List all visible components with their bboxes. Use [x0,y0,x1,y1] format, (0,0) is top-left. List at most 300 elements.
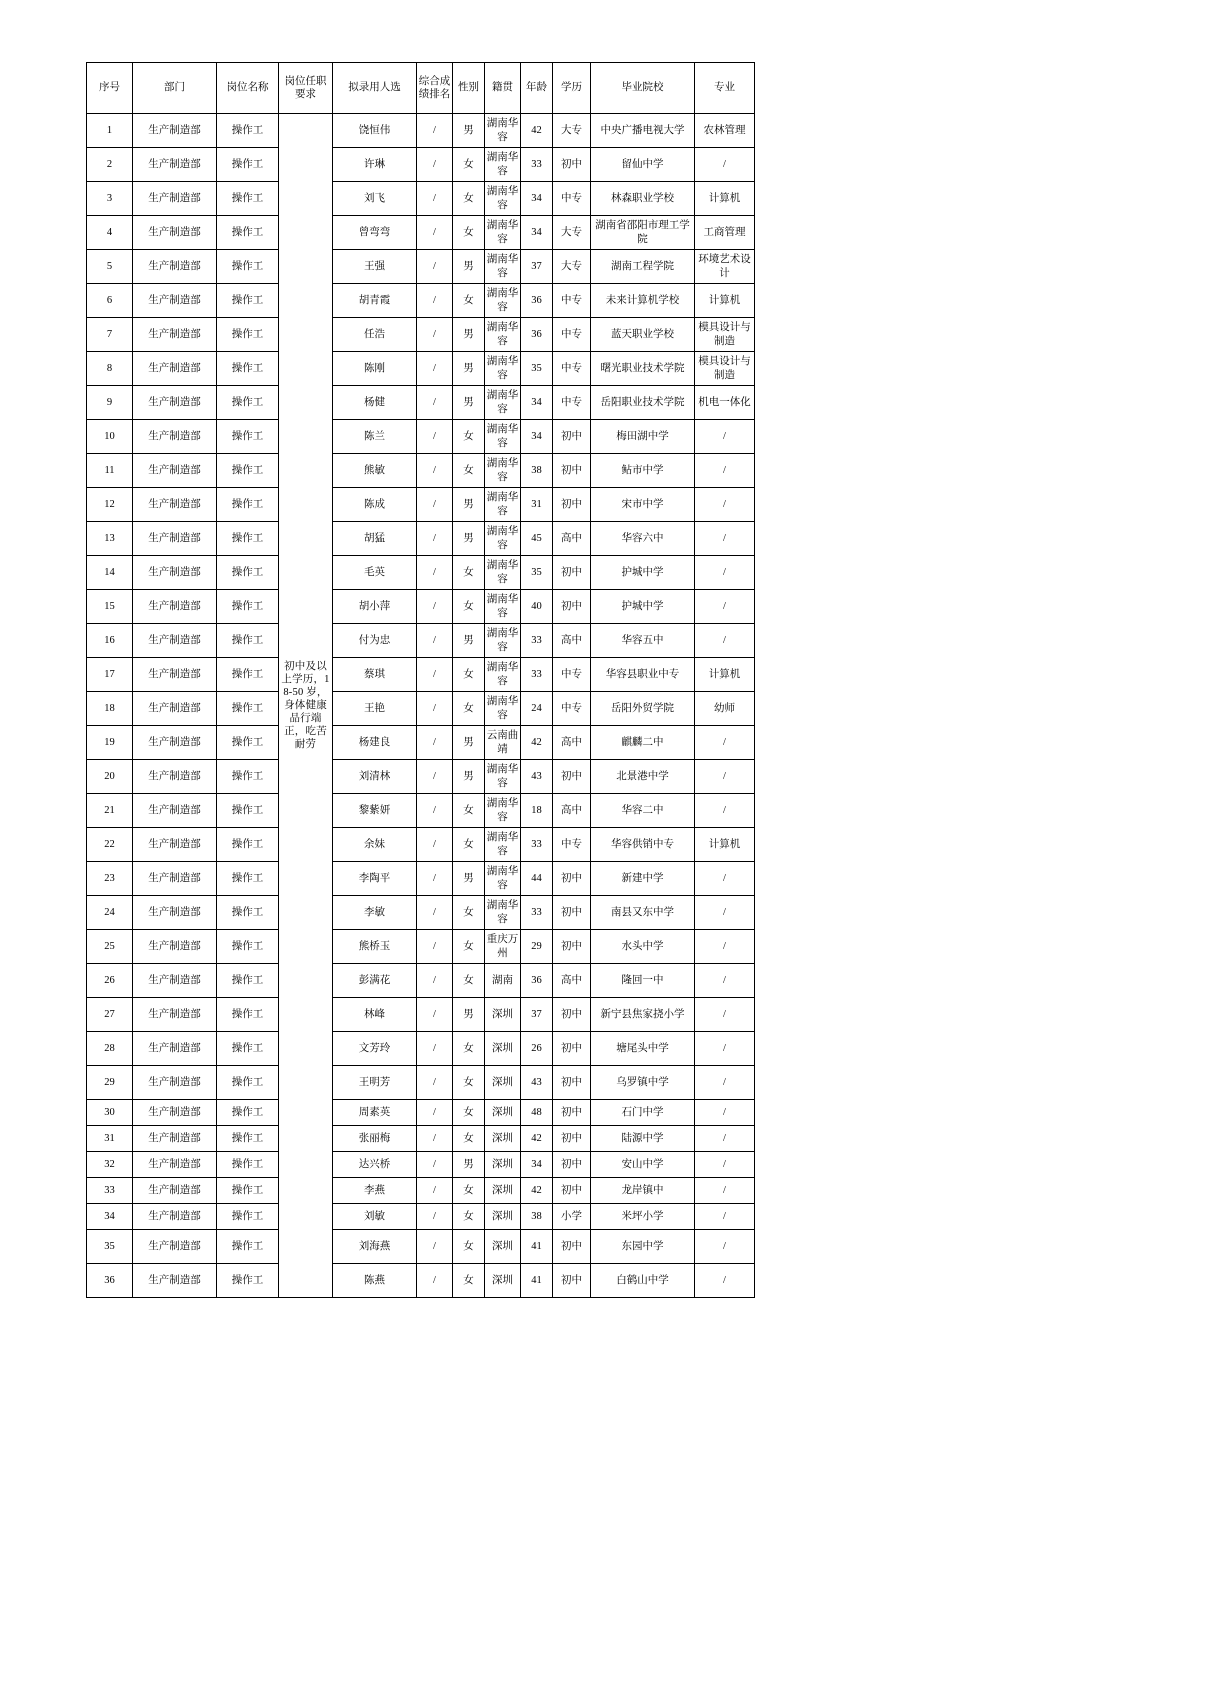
row-school: 安山中学 [591,1152,695,1178]
row-school: 护城中学 [591,556,695,590]
table-row [87,726,755,760]
row-origin: 湖南华容 [485,658,521,692]
row-candidate-name: 余妹 [333,828,417,862]
row-gender: 女 [453,284,485,318]
row-index: 3 [87,182,133,216]
row-index: 31 [87,1126,133,1152]
row-origin: 湖南华容 [485,488,521,522]
row-age: 18 [521,794,553,828]
row-index: 28 [87,1032,133,1066]
row-index: 24 [87,896,133,930]
row-post-name: 操作工 [217,182,279,216]
row-index: 11 [87,454,133,488]
row-major: 幼师 [695,692,755,726]
row-age: 48 [521,1100,553,1126]
row-score-rank: / [417,862,453,896]
row-score-rank: / [417,488,453,522]
table-row [87,420,755,454]
row-gender: 女 [453,1100,485,1126]
row-post-name: 操作工 [217,862,279,896]
row-post-name: 操作工 [217,896,279,930]
row-education: 初中 [553,760,591,794]
row-candidate-name: 王强 [333,250,417,284]
row-department: 生产制造部 [133,250,217,284]
column-header-department: 部门 [133,63,217,114]
table-row [87,284,755,318]
row-major: 计算机 [695,284,755,318]
row-age: 35 [521,556,553,590]
row-post-name: 操作工 [217,794,279,828]
row-origin: 深圳 [485,1178,521,1204]
row-department: 生产制造部 [133,1204,217,1230]
row-department: 生产制造部 [133,386,217,420]
row-major: / [695,896,755,930]
row-gender: 女 [453,794,485,828]
row-education: 初中 [553,1032,591,1066]
row-gender: 女 [453,590,485,624]
table-row [87,828,755,862]
row-score-rank: / [417,590,453,624]
row-age: 24 [521,692,553,726]
row-origin: 湖南华容 [485,522,521,556]
row-index: 4 [87,216,133,250]
row-post-name: 操作工 [217,1066,279,1100]
row-index: 18 [87,692,133,726]
row-post-name: 操作工 [217,726,279,760]
row-index: 33 [87,1178,133,1204]
row-candidate-name: 达兴桥 [333,1152,417,1178]
row-major: 工商管理 [695,216,755,250]
row-department: 生产制造部 [133,318,217,352]
row-age: 41 [521,1264,553,1298]
row-gender: 男 [453,250,485,284]
row-school: 梅田湖中学 [591,420,695,454]
row-department: 生产制造部 [133,522,217,556]
column-header-index: 序号 [87,63,133,114]
row-education: 高中 [553,964,591,998]
row-post-name: 操作工 [217,386,279,420]
table-row [87,1066,755,1100]
row-score-rank: / [417,1264,453,1298]
row-age: 36 [521,964,553,998]
row-gender: 男 [453,352,485,386]
row-origin: 深圳 [485,1152,521,1178]
row-index: 5 [87,250,133,284]
row-index: 19 [87,726,133,760]
row-major: / [695,1204,755,1230]
row-score-rank: / [417,284,453,318]
table-row [87,624,755,658]
row-post-name: 操作工 [217,1032,279,1066]
row-score-rank: / [417,964,453,998]
row-major: / [695,1032,755,1066]
row-post-name: 操作工 [217,658,279,692]
row-candidate-name: 陈燕 [333,1264,417,1298]
table-row [87,964,755,998]
table-row [87,1204,755,1230]
row-school: 华容县职业中专 [591,658,695,692]
row-school: 乌罗镇中学 [591,1066,695,1100]
row-education: 中专 [553,692,591,726]
table-row [87,794,755,828]
row-candidate-name: 李陶平 [333,862,417,896]
row-gender: 女 [453,1230,485,1264]
row-candidate-name: 付为忠 [333,624,417,658]
row-major: / [695,726,755,760]
row-education: 初中 [553,896,591,930]
row-school: 中央广播电视大学 [591,114,695,148]
row-school: 塘尾头中学 [591,1032,695,1066]
row-gender: 男 [453,522,485,556]
row-origin: 湖南华容 [485,692,521,726]
row-major: / [695,1230,755,1264]
row-score-rank: / [417,420,453,454]
row-index: 22 [87,828,133,862]
row-post-name: 操作工 [217,1204,279,1230]
row-post-name: 操作工 [217,148,279,182]
row-origin: 湖南华容 [485,216,521,250]
row-score-rank: / [417,114,453,148]
row-education: 大专 [553,216,591,250]
row-major: / [695,1152,755,1178]
row-gender: 女 [453,1066,485,1100]
row-school: 南县又东中学 [591,896,695,930]
row-education: 大专 [553,114,591,148]
row-gender: 女 [453,896,485,930]
row-post-name: 操作工 [217,216,279,250]
row-department: 生产制造部 [133,114,217,148]
row-post-name: 操作工 [217,1178,279,1204]
row-school: 华容六中 [591,522,695,556]
table-row [87,454,755,488]
row-candidate-name: 熊桥玉 [333,930,417,964]
row-index: 26 [87,964,133,998]
row-origin: 湖南华容 [485,386,521,420]
table-row [87,930,755,964]
row-index: 17 [87,658,133,692]
row-candidate-name: 王艳 [333,692,417,726]
row-education: 初中 [553,1066,591,1100]
row-score-rank: / [417,1204,453,1230]
row-post-name: 操作工 [217,420,279,454]
row-age: 34 [521,1152,553,1178]
row-score-rank: / [417,692,453,726]
table-row [87,1178,755,1204]
table-row [87,556,755,590]
row-school: 陆源中学 [591,1126,695,1152]
row-education: 中专 [553,386,591,420]
row-candidate-name: 杨建良 [333,726,417,760]
row-origin: 深圳 [485,1126,521,1152]
row-score-rank: / [417,1230,453,1264]
row-post-name: 操作工 [217,284,279,318]
row-gender: 女 [453,1178,485,1204]
table-row [87,216,755,250]
column-header-score-rank: 综合成绩排名 [417,63,453,114]
row-origin: 深圳 [485,1032,521,1066]
row-school: 白鹤山中学 [591,1264,695,1298]
row-score-rank: / [417,896,453,930]
row-post-name: 操作工 [217,998,279,1032]
row-school: 曙光职业技术学院 [591,352,695,386]
row-major: / [695,964,755,998]
row-index: 30 [87,1100,133,1126]
row-index: 16 [87,624,133,658]
row-post-name: 操作工 [217,250,279,284]
row-age: 45 [521,522,553,556]
row-school: 新宁县焦家挠小学 [591,998,695,1032]
table-row [87,318,755,352]
row-age: 42 [521,1126,553,1152]
row-department: 生产制造部 [133,488,217,522]
row-score-rank: / [417,216,453,250]
row-gender: 男 [453,114,485,148]
row-gender: 男 [453,862,485,896]
row-candidate-name: 毛英 [333,556,417,590]
row-education: 初中 [553,420,591,454]
row-post-name: 操作工 [217,930,279,964]
row-major: / [695,1264,755,1298]
row-school: 湖南省邵阳市理工学院 [591,216,695,250]
row-department: 生产制造部 [133,930,217,964]
row-index: 2 [87,148,133,182]
row-score-rank: / [417,556,453,590]
row-index: 7 [87,318,133,352]
row-candidate-name: 杨健 [333,386,417,420]
row-post-name: 操作工 [217,318,279,352]
row-origin: 湖南华容 [485,624,521,658]
row-school: 岳阳职业技术学院 [591,386,695,420]
row-major: / [695,1100,755,1126]
row-index: 20 [87,760,133,794]
row-candidate-name: 文芳玲 [333,1032,417,1066]
row-score-rank: / [417,1032,453,1066]
row-school: 隆回一中 [591,964,695,998]
row-age: 34 [521,182,553,216]
row-score-rank: / [417,352,453,386]
row-department: 生产制造部 [133,998,217,1032]
row-department: 生产制造部 [133,896,217,930]
column-header-education: 学历 [553,63,591,114]
row-school: 水头中学 [591,930,695,964]
row-age: 42 [521,1178,553,1204]
row-candidate-name: 任浩 [333,318,417,352]
row-education: 初中 [553,1100,591,1126]
row-candidate-name: 蔡琪 [333,658,417,692]
row-gender: 女 [453,692,485,726]
table-row [87,862,755,896]
column-header-major: 专业 [695,63,755,114]
row-score-rank: / [417,1100,453,1126]
table-row [87,1152,755,1178]
row-post-name: 操作工 [217,488,279,522]
row-department: 生产制造部 [133,454,217,488]
row-index: 32 [87,1152,133,1178]
row-age: 36 [521,284,553,318]
row-major: 模具设计与制造 [695,318,755,352]
row-school: 湖南工程学院 [591,250,695,284]
row-gender: 女 [453,828,485,862]
row-gender: 男 [453,318,485,352]
row-origin: 湖南华容 [485,284,521,318]
row-department: 生产制造部 [133,692,217,726]
row-school: 未来计算机学校 [591,284,695,318]
row-post-name: 操作工 [217,114,279,148]
table-row [87,250,755,284]
row-score-rank: / [417,1178,453,1204]
row-age: 43 [521,1066,553,1100]
row-score-rank: / [417,794,453,828]
row-candidate-name: 林峰 [333,998,417,1032]
row-major: / [695,148,755,182]
row-major: / [695,522,755,556]
row-score-rank: / [417,998,453,1032]
row-index: 29 [87,1066,133,1100]
row-major: / [695,862,755,896]
row-gender: 女 [453,454,485,488]
row-post-name: 操作工 [217,828,279,862]
row-origin: 湖南华容 [485,352,521,386]
table-header [87,63,755,114]
row-department: 生产制造部 [133,590,217,624]
row-origin: 湖南华容 [485,760,521,794]
row-origin: 湖南华容 [485,556,521,590]
row-major: 计算机 [695,828,755,862]
row-index: 10 [87,420,133,454]
row-score-rank: / [417,318,453,352]
row-gender: 男 [453,998,485,1032]
row-post-name: 操作工 [217,454,279,488]
row-education: 中专 [553,318,591,352]
row-major: / [695,556,755,590]
row-origin: 湖南华容 [485,896,521,930]
row-age: 33 [521,624,553,658]
row-school: 石门中学 [591,1100,695,1126]
row-score-rank: / [417,386,453,420]
row-school: 华容供销中专 [591,828,695,862]
row-age: 35 [521,352,553,386]
row-candidate-name: 陈兰 [333,420,417,454]
row-candidate-name: 曾弯弯 [333,216,417,250]
row-department: 生产制造部 [133,182,217,216]
column-header-origin: 籍贯 [485,63,521,114]
table-header-row [87,63,755,114]
row-gender: 男 [453,624,485,658]
row-major: / [695,624,755,658]
table-row [87,488,755,522]
row-score-rank: / [417,148,453,182]
row-age: 34 [521,216,553,250]
row-school: 岳阳外贸学院 [591,692,695,726]
row-score-rank: / [417,828,453,862]
row-education: 初中 [553,930,591,964]
row-origin: 深圳 [485,1264,521,1298]
row-department: 生产制造部 [133,1264,217,1298]
row-origin: 湖南华容 [485,182,521,216]
row-index: 13 [87,522,133,556]
row-origin: 湖南华容 [485,420,521,454]
row-education: 高中 [553,522,591,556]
row-index: 14 [87,556,133,590]
column-header-school: 毕业院校 [591,63,695,114]
row-department: 生产制造部 [133,1152,217,1178]
row-department: 生产制造部 [133,148,217,182]
row-origin: 深圳 [485,1066,521,1100]
row-candidate-name: 黎紫妍 [333,794,417,828]
row-department: 生产制造部 [133,1032,217,1066]
row-index: 8 [87,352,133,386]
row-major: 环境艺术设计 [695,250,755,284]
row-index: 9 [87,386,133,420]
row-education: 初中 [553,1152,591,1178]
row-school: 护城中学 [591,590,695,624]
row-department: 生产制造部 [133,624,217,658]
row-index: 15 [87,590,133,624]
row-gender: 男 [453,488,485,522]
row-department: 生产制造部 [133,828,217,862]
row-candidate-name: 王明芳 [333,1066,417,1100]
row-score-rank: / [417,658,453,692]
row-index: 36 [87,1264,133,1298]
row-education: 初中 [553,1230,591,1264]
row-department: 生产制造部 [133,1066,217,1100]
row-index: 12 [87,488,133,522]
row-major: / [695,420,755,454]
row-gender: 男 [453,386,485,420]
row-department: 生产制造部 [133,556,217,590]
row-index: 21 [87,794,133,828]
row-education: 大专 [553,250,591,284]
row-age: 36 [521,318,553,352]
row-education: 初中 [553,454,591,488]
row-gender: 女 [453,182,485,216]
table-row [87,1100,755,1126]
row-score-rank: / [417,726,453,760]
row-school: 东园中学 [591,1230,695,1264]
row-origin: 湖南华容 [485,590,521,624]
row-gender: 女 [453,1264,485,1298]
table-body [87,114,755,1298]
row-age: 38 [521,454,553,488]
row-education: 中专 [553,182,591,216]
row-origin: 深圳 [485,998,521,1032]
row-major: / [695,454,755,488]
row-education: 初中 [553,1126,591,1152]
row-index: 34 [87,1204,133,1230]
row-school: 麒麟二中 [591,726,695,760]
row-candidate-name: 胡青霞 [333,284,417,318]
row-age: 38 [521,1204,553,1230]
row-age: 34 [521,386,553,420]
row-education: 初中 [553,148,591,182]
row-school: 龙岸镇中 [591,1178,695,1204]
row-post-name: 操作工 [217,522,279,556]
row-post-name: 操作工 [217,760,279,794]
row-post-requirement: 初中及以上学历，18-50 岁，身体健康品行端正，吃苦耐劳 [279,114,333,1298]
row-origin: 湖南华容 [485,250,521,284]
row-post-name: 操作工 [217,1264,279,1298]
row-department: 生产制造部 [133,862,217,896]
row-origin: 湖南华容 [485,862,521,896]
row-candidate-name: 李燕 [333,1178,417,1204]
row-gender: 女 [453,420,485,454]
row-gender: 女 [453,216,485,250]
row-age: 41 [521,1230,553,1264]
row-age: 37 [521,250,553,284]
row-department: 生产制造部 [133,760,217,794]
row-post-name: 操作工 [217,1230,279,1264]
row-department: 生产制造部 [133,658,217,692]
